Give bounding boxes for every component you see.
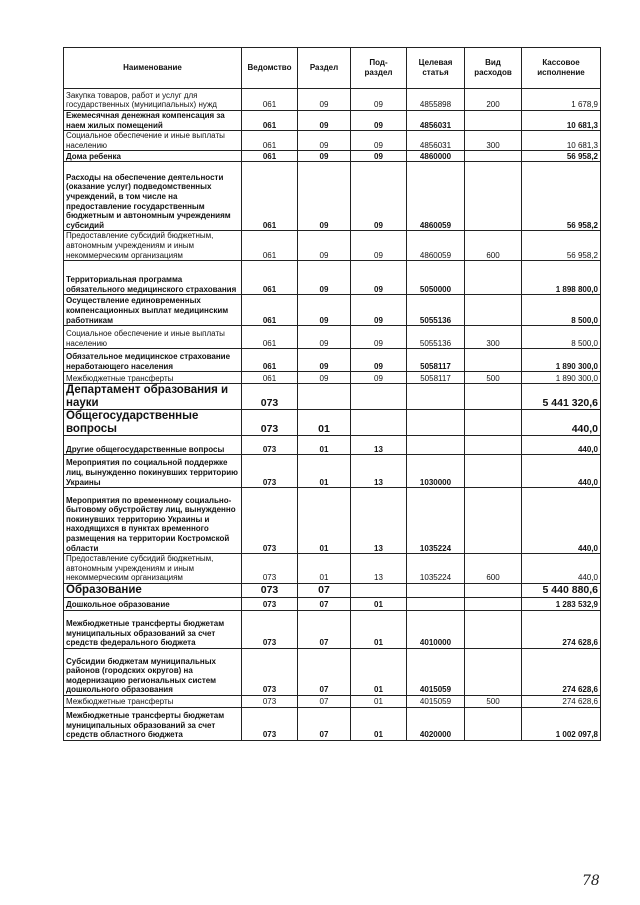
cell-sum: 440,0 — [522, 410, 601, 436]
cell-kind: 300 — [465, 326, 522, 349]
cell-kind — [465, 488, 522, 554]
table-row — [64, 295, 601, 326]
cell-sum: 5 441 320,6 — [522, 384, 601, 410]
cell-sum: 1 678,9 — [522, 89, 601, 111]
table-row — [64, 384, 601, 410]
cell-subsection: 13 — [351, 554, 407, 584]
cell-dept: 061 — [242, 261, 298, 295]
cell-subsection — [351, 384, 407, 410]
cell-sum: 440,0 — [522, 554, 601, 584]
cell-kind — [465, 151, 522, 162]
cell-target: 4010000 — [407, 610, 465, 648]
cell-subsection: 01 — [351, 695, 407, 707]
cell-target: 4020000 — [407, 707, 465, 740]
cell-section: 09 — [298, 349, 351, 372]
cell-section: 09 — [298, 111, 351, 131]
cell-name: Территориальная программа обязательного медицинского страхования — [64, 261, 242, 295]
cell-name: Расходы на обеспечение деятельности (оказание услуг) подведомственных учреждений, в том числе на предоставление государственным бюджетным и автономным учреждениям субсидий — [64, 162, 242, 231]
table-row — [64, 597, 601, 610]
cell-sum: 56 958,2 — [522, 162, 601, 231]
cell-section: 07 — [298, 707, 351, 740]
cell-sum: 1 890 300,0 — [522, 349, 601, 372]
cell-target: 4015059 — [407, 695, 465, 707]
cell-section: 09 — [298, 261, 351, 295]
cell-subsection: 09 — [351, 131, 407, 151]
cell-sum: 1 890 300,0 — [522, 372, 601, 384]
cell-name: Дома ребенка — [64, 151, 242, 162]
cell-section: 09 — [298, 151, 351, 162]
cell-name: Социальное обеспечение и иные выплаты населению — [64, 131, 242, 151]
cell-sum: 8 500,0 — [522, 295, 601, 326]
cell-dept: 073 — [242, 384, 298, 410]
table-body — [64, 89, 601, 741]
cell-section: 01 — [298, 410, 351, 436]
cell-name: Межбюджетные трансферты — [64, 695, 242, 707]
cell-name: Межбюджетные трансферты бюджетам муниципальных образований за счет средств областного бюджета — [64, 707, 242, 740]
cell-kind — [465, 111, 522, 131]
cell-name: Департамент образования и науки — [64, 384, 242, 410]
cell-target — [407, 436, 465, 455]
cell-target — [407, 597, 465, 610]
table-row — [64, 583, 601, 597]
cell-kind — [465, 261, 522, 295]
cell-name: Образование — [64, 583, 242, 597]
cell-target: 4015059 — [407, 648, 465, 695]
cell-kind: 300 — [465, 131, 522, 151]
cell-target: 4860059 — [407, 162, 465, 231]
table-header-row — [64, 48, 601, 89]
cell-kind: 200 — [465, 89, 522, 111]
cell-target: 4856031 — [407, 131, 465, 151]
cell-section: 09 — [298, 131, 351, 151]
cell-dept: 073 — [242, 707, 298, 740]
cell-subsection: 13 — [351, 436, 407, 455]
cell-section: 09 — [298, 326, 351, 349]
cell-dept: 073 — [242, 610, 298, 648]
cell-subsection: 09 — [351, 162, 407, 231]
cell-target — [407, 384, 465, 410]
cell-subsection: 09 — [351, 111, 407, 131]
cell-kind — [465, 384, 522, 410]
cell-kind — [465, 295, 522, 326]
cell-name: Мероприятия по временному социально-бытовому обустройству лиц, вынужденно покинувших территорию Украины и находящихся в пунктах временного размещения на территории Костромской области — [64, 488, 242, 554]
cell-dept: 061 — [242, 231, 298, 261]
cell-section: 09 — [298, 295, 351, 326]
cell-section: 09 — [298, 162, 351, 231]
cell-subsection: 01 — [351, 648, 407, 695]
cell-sum: 274 628,6 — [522, 610, 601, 648]
header-subsection: Под- раздел — [351, 48, 407, 89]
cell-sum: 10 681,3 — [522, 131, 601, 151]
cell-dept: 073 — [242, 648, 298, 695]
cell-section: 07 — [298, 695, 351, 707]
cell-section: 09 — [298, 372, 351, 384]
table-row — [64, 89, 601, 111]
cell-target: 4860059 — [407, 231, 465, 261]
cell-target — [407, 410, 465, 436]
header-sum: Кассовое исполнение — [522, 48, 601, 89]
cell-name: Субсидии бюджетам муниципальных районов (городских округов) на модернизацию региональных систем дошкольного образования — [64, 648, 242, 695]
cell-subsection: 09 — [351, 295, 407, 326]
cell-target: 4856031 — [407, 111, 465, 131]
cell-name: Межбюджетные трансферты — [64, 372, 242, 384]
cell-kind — [465, 610, 522, 648]
cell-dept: 061 — [242, 131, 298, 151]
cell-subsection — [351, 410, 407, 436]
cell-dept: 061 — [242, 372, 298, 384]
cell-dept: 073 — [242, 488, 298, 554]
cell-section: 09 — [298, 89, 351, 111]
cell-name: Осуществление единовременных компенсационных выплат медицинским работникам — [64, 295, 242, 326]
cell-target: 1035224 — [407, 554, 465, 584]
table-row — [64, 436, 601, 455]
header-target: Целевая статья — [407, 48, 465, 89]
header-name: Наименование — [64, 48, 242, 89]
cell-dept: 073 — [242, 583, 298, 597]
cell-target: 4860000 — [407, 151, 465, 162]
cell-subsection: 01 — [351, 597, 407, 610]
cell-name: Дошкольное образование — [64, 597, 242, 610]
cell-target: 5055136 — [407, 326, 465, 349]
cell-kind — [465, 597, 522, 610]
cell-subsection: 09 — [351, 326, 407, 349]
cell-sum: 1 002 097,8 — [522, 707, 601, 740]
cell-target: 5058117 — [407, 372, 465, 384]
cell-subsection: 09 — [351, 151, 407, 162]
cell-kind — [465, 436, 522, 455]
cell-section: 01 — [298, 455, 351, 488]
cell-subsection: 13 — [351, 455, 407, 488]
header-dept: Ведомство — [242, 48, 298, 89]
cell-dept: 073 — [242, 436, 298, 455]
cell-sum: 10 681,3 — [522, 111, 601, 131]
table-row — [64, 372, 601, 384]
cell-dept: 061 — [242, 89, 298, 111]
cell-name: Другие общегосударственные вопросы — [64, 436, 242, 455]
cell-name: Социальное обеспечение и иные выплаты населению — [64, 326, 242, 349]
cell-sum: 440,0 — [522, 455, 601, 488]
table-row — [64, 707, 601, 740]
table-row — [64, 162, 601, 231]
table-row — [64, 231, 601, 261]
cell-dept: 073 — [242, 410, 298, 436]
cell-sum: 440,0 — [522, 436, 601, 455]
cell-subsection: 13 — [351, 488, 407, 554]
cell-name: Ежемесячная денежная компенсация за наем жилых помещений — [64, 111, 242, 131]
cell-dept: 061 — [242, 151, 298, 162]
cell-section: 07 — [298, 648, 351, 695]
cell-subsection: 01 — [351, 707, 407, 740]
cell-kind — [465, 162, 522, 231]
table-row — [64, 610, 601, 648]
cell-sum: 5 440 880,6 — [522, 583, 601, 597]
table-row — [64, 151, 601, 162]
table-row — [64, 488, 601, 554]
table-row — [64, 326, 601, 349]
cell-name: Общегосударственные вопросы — [64, 410, 242, 436]
table-row — [64, 111, 601, 131]
cell-name: Обязательное медицинское страхование неработающего населения — [64, 349, 242, 372]
cell-dept: 061 — [242, 326, 298, 349]
table-row — [64, 648, 601, 695]
cell-subsection — [351, 583, 407, 597]
cell-kind — [465, 349, 522, 372]
table-row — [64, 695, 601, 707]
cell-dept: 061 — [242, 349, 298, 372]
table-row — [64, 410, 601, 436]
cell-subsection: 01 — [351, 610, 407, 648]
cell-section: 01 — [298, 436, 351, 455]
cell-sum: 8 500,0 — [522, 326, 601, 349]
cell-target: 5058117 — [407, 349, 465, 372]
cell-dept: 073 — [242, 695, 298, 707]
cell-dept: 061 — [242, 295, 298, 326]
cell-section: 07 — [298, 610, 351, 648]
cell-dept: 073 — [242, 554, 298, 584]
cell-target: 1030000 — [407, 455, 465, 488]
cell-subsection: 09 — [351, 231, 407, 261]
cell-section: 07 — [298, 583, 351, 597]
cell-subsection: 09 — [351, 261, 407, 295]
cell-name: Мероприятия по социальной поддержке лиц, вынужденно покинувших территорию Украины — [64, 455, 242, 488]
cell-section — [298, 384, 351, 410]
cell-subsection: 09 — [351, 349, 407, 372]
cell-dept: 073 — [242, 455, 298, 488]
cell-sum: 440,0 — [522, 488, 601, 554]
cell-kind — [465, 455, 522, 488]
cell-target: 5050000 — [407, 261, 465, 295]
cell-kind: 600 — [465, 231, 522, 261]
table-row — [64, 455, 601, 488]
page-number: 78 — [582, 873, 600, 889]
cell-kind: 500 — [465, 372, 522, 384]
cell-kind — [465, 583, 522, 597]
cell-target: 4855898 — [407, 89, 465, 111]
cell-sum: 274 628,6 — [522, 648, 601, 695]
cell-sum: 1 283 532,9 — [522, 597, 601, 610]
cell-dept: 061 — [242, 111, 298, 131]
cell-kind: 500 — [465, 695, 522, 707]
cell-name: Предоставление субсидий бюджетным, автономным учреждениям и иным некоммерческим организациям — [64, 554, 242, 584]
cell-kind — [465, 707, 522, 740]
cell-kind — [465, 648, 522, 695]
table-row — [64, 554, 601, 584]
cell-kind — [465, 410, 522, 436]
cell-dept: 073 — [242, 597, 298, 610]
cell-sum: 1 898 800,0 — [522, 261, 601, 295]
cell-sum: 274 628,6 — [522, 695, 601, 707]
header-kind: Вид расходов — [465, 48, 522, 89]
table-row — [64, 261, 601, 295]
cell-dept: 061 — [242, 162, 298, 231]
cell-target: 1035224 — [407, 488, 465, 554]
cell-name: Межбюджетные трансферты бюджетам муниципальных образований за счет средств федерального бюджета — [64, 610, 242, 648]
cell-sum: 56 958,2 — [522, 151, 601, 162]
cell-name: Предоставление субсидий бюджетным, автономным учреждениям и иным некоммерческим организациям — [64, 231, 242, 261]
table-row — [64, 131, 601, 151]
cell-sum: 56 958,2 — [522, 231, 601, 261]
cell-subsection: 09 — [351, 372, 407, 384]
budget-table — [63, 47, 601, 741]
table-row — [64, 349, 601, 372]
cell-kind: 600 — [465, 554, 522, 584]
cell-section: 01 — [298, 488, 351, 554]
cell-subsection: 09 — [351, 89, 407, 111]
header-section: Раздел — [298, 48, 351, 89]
cell-target: 5055136 — [407, 295, 465, 326]
cell-section: 09 — [298, 231, 351, 261]
cell-section: 01 — [298, 554, 351, 584]
cell-name: Закупка товаров, работ и услуг для государственных (муниципальных) нужд — [64, 89, 242, 111]
cell-section: 07 — [298, 597, 351, 610]
cell-target — [407, 583, 465, 597]
budget-table-sheet — [63, 47, 600, 741]
